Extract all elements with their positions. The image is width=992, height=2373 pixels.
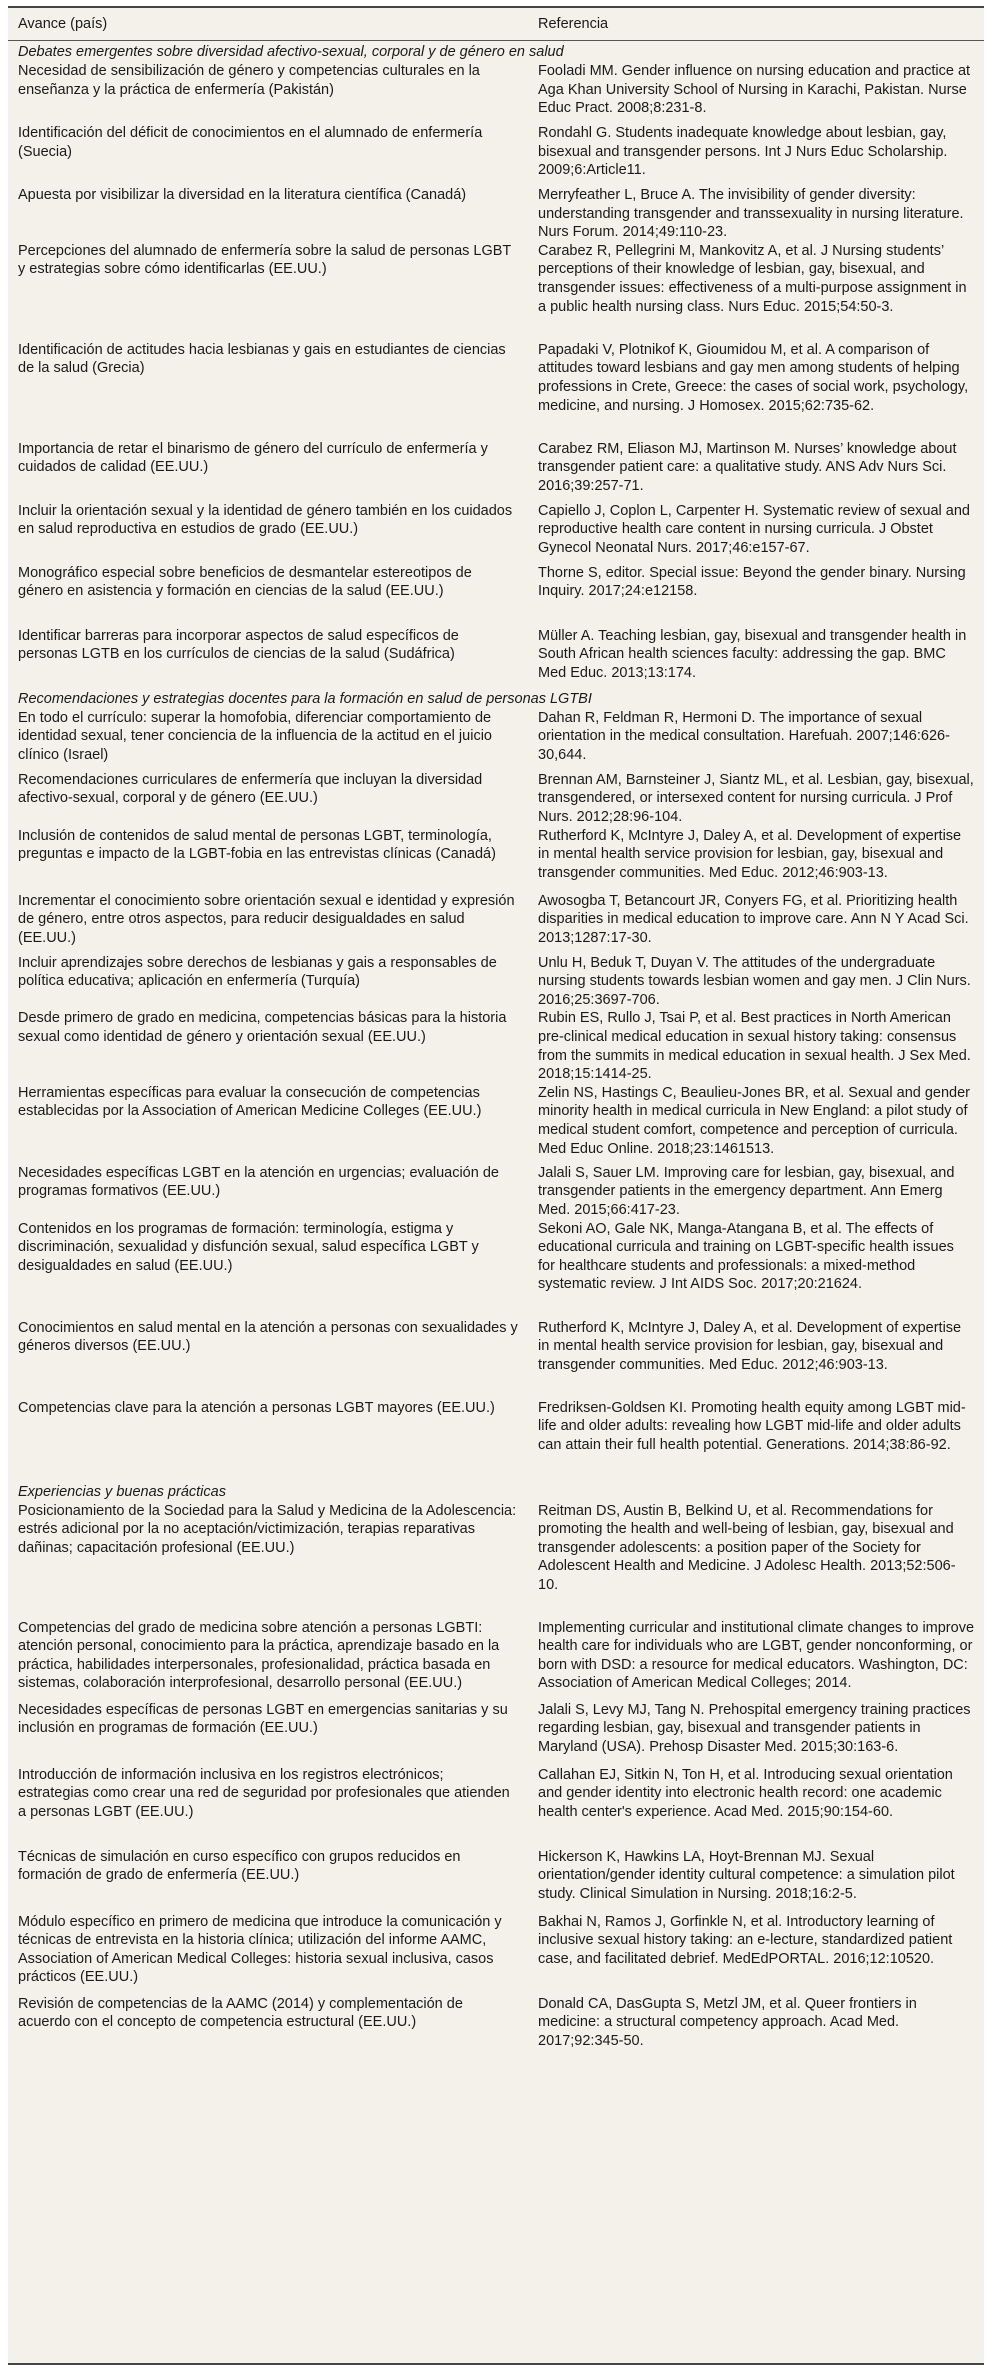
advance-cell: Técnicas de simulación en curso específico con grupos reducidos en formación de grado de enfermería (EE.UU.) — [18, 1848, 461, 1884]
reference-cell: Sekoni AO, Gale NK, Manga-Atangana B, et al. The effects of educational curricula and training on LGBT-specific health issues for healthcare students and professionals: a mixed-method systematic review. J Int AIDS Soc. 2017;20:21624. — [538, 1220, 954, 1293]
reference-cell: Hickerson K, Hawkins LA, Hoyt-Brennan MJ. Sexual orientation/gender identity cultural competence: a simulation pilot study. Clinical Simulation in Nursing. 2018;16:2-5. — [538, 1848, 955, 1902]
table-row — [8, 242, 984, 341]
table-row — [8, 341, 984, 440]
reference-cell: Implementing curricular and institutional climate changes to improve health care for individuals who are LGBT, gender nonconforming, or born with DSD: a resource for medical educators. Washington, DC: Association of American Medical Colleges; 2014. — [538, 1619, 975, 1692]
advance-cell: Necesidad de sensibilización de género y competencias culturales en la enseñanza y la práctica de enfermería (Pakistán) — [18, 63, 480, 98]
table-row — [8, 62, 984, 124]
table-row — [8, 1319, 984, 1399]
reference-table — [8, 8, 984, 2057]
reference-cell: Rondahl G. Students inadequate knowledge about lesbian, gay, bisexual and transgender persons. Int J Nurs Educ Scholarship. 2009;6:Article11. — [538, 125, 948, 179]
reference-cell: Brennan AM, Barnsteiner J, Siantz ML, et al. Lesbian, gay, bisexual, transgendered, or intersexed content for nursing curricula. J Prof Nurs. 2012;28:96-104. — [538, 771, 974, 825]
advance-cell: Incrementar el conocimiento sobre orientación sexual e identidad y expresión de género, entre otros aspectos, para reducir desigualdades en salud (EE.UU.) — [18, 892, 515, 946]
reference-cell: Rubin ES, Rullo J, Tsai P, et al. Best practices in North American pre-clinical medical education in sexual history taking: consensus from the summits in medical education in sexual health. J Sex Med. 2018;15:1414-25. — [538, 1010, 971, 1083]
reference-cell: Unlu H, Beduk T, Duyan V. The attitudes of the undergraduate nursing students towards lesbian women and gay men. J Clin Nurs. 2016;25:3697-706. — [538, 954, 971, 1008]
reference-cell: Carabez RM, Eliason MJ, Martinson M. Nurses’ knowledge about transgender patient care: a qualitative study. ANS Adv Nurs Sci. 2016;39:257-71. — [538, 440, 957, 494]
reference-cell: Papadaki V, Plotnikof K, Gioumidou M, et al. A comparison of attitudes toward lesbians and gay men among students of helping professions in Crete, Greece: the cases of social work, psychology, medicine, and nursing. J Homosex. 2015;62:735-62. — [538, 341, 969, 414]
advance-cell: Introducción de información inclusiva en los registros electrónicos; estrategias como crear una red de seguridad por profesionales que atienden a personas LGBT (EE.UU.) — [18, 1766, 510, 1820]
section-title: Debates emergentes sobre diversidad afectivo-sexual, corporal y de género en salud — [18, 44, 564, 60]
advance-cell: Competencias del grado de medicina sobre atención a personas LGBTI: atención personal, conocimiento para la práctica, aprendizaje basado en la práctica, habilidades interpersonales, profesionalidad, práctica basada en sistemas, colaboración interprofesional, desarrollo personal (EE.UU.) — [18, 1619, 500, 1692]
table-row — [8, 1913, 984, 1995]
advance-cell: Necesidades específicas LGBT en la atención en urgencias; evaluación de programas formativos (EE.UU.) — [18, 1164, 499, 1200]
table-row — [8, 564, 984, 627]
advance-cell: En todo el currículo: superar la homofobia, diferenciar comportamiento de identidad sexual, tener conciencia de la influencia de la actitud en el juicio clínico (Israel) — [18, 709, 492, 763]
advance-cell: Módulo específico en primero de medicina que introduce la comunicación y técnicas de entrevista en la historia clínica; utilización del informe AAMC, Association of American Medical Colleges: historia sexual inclusiva, casos prácticos (EE.UU.) — [18, 1913, 502, 1986]
section-header-row — [8, 41, 984, 63]
reference-cell: Carabez R, Pellegrini M, Mankovitz A, et al. J Nursing students’ perceptions of their knowledge of lesbian, gay, bisexual, and transgender issues: effectiveness of a multi-purpose assignment in a public health nursing class. Nurs Educ. 2015;54:50-3. — [538, 242, 967, 315]
advance-cell: Inclusión de contenidos de salud mental de personas LGBT, terminología, preguntas e impacto de la LGBT-fobia en las entrevistas clínicas (Canadá) — [18, 827, 496, 863]
section-title: Recomendaciones y estrategias docentes para la formación en salud de personas LGTBI — [18, 690, 592, 707]
reference-cell: Jalali S, Sauer LM. Improving care for lesbian, gay, bisexual, and transgender patients in the emergency department. Ann Emerg Med. 2015;66:417-23. — [538, 1164, 955, 1218]
section-header-row — [8, 1481, 984, 1502]
table-row — [8, 709, 984, 771]
table-row — [8, 1701, 984, 1766]
table-row — [8, 440, 984, 502]
reference-cell: Zelin NS, Hastings C, Beaulieu-Jones BR, et al. Sexual and gender minority health in medical curricula in New England: a pilot study of medical student comfort, competence and perception of curricula. Med Educ Online. 2018;23:1461513. — [538, 1084, 971, 1157]
header-reference: Referencia — [528, 8, 984, 41]
reference-cell: Rutherford K, McIntyre J, Daley A, et al. Development of expertise in mental health service provision for lesbian, gay, bisexual and transgender communities. Med Educ. 2012;46:903-13. — [538, 827, 962, 881]
advance-cell: Percepciones del alumnado de enfermería sobre la salud de personas LGBT y estrategias sobre cómo identificarlas (EE.UU.) — [18, 242, 512, 278]
advance-cell: Desde primero de grado en medicina, competencias básicas para la historia sexual como identidad de género y orientación sexual (EE.UU.) — [18, 1010, 507, 1045]
reference-cell: Fooladi MM. Gender influence on nursing education and practice at Aga Khan University School of Nursing in Karachi, Pakistan. Nurse Educ Pract. 2008;8:231-8. — [538, 63, 971, 117]
table-header-row — [8, 8, 984, 41]
advance-cell: Herramientas específicas para evaluar la consecución de competencias establecidas por la Association of American Medicine Colleges (EE.UU.) — [18, 1084, 482, 1120]
table-row — [8, 1220, 984, 1319]
reference-cell: Thorne S, editor. Special issue: Beyond the gender binary. Nursing Inquiry. 2017;24:e12158. — [538, 564, 966, 600]
table-row — [8, 1399, 984, 1481]
table-row — [8, 1619, 984, 1701]
reference-cell: Fredriksen-Goldsen KI. Promoting health equity among LGBT mid-life and older adults: revealing how LGBT mid-life and older adults can attain their full health potential. Generations. 2014;38:86-92. — [538, 1399, 966, 1453]
reference-cell: Callahan EJ, Sitkin N, Ton H, et al. Introducing sexual orientation and gender identity into electronic health record: one academic health center's experience. Acad Med. 2015;90:154-60. — [538, 1766, 953, 1820]
header-advance: Avance (país) — [8, 8, 528, 41]
table-row — [8, 186, 984, 242]
advance-cell: Incluir aprendizajes sobre derechos de lesbianas y gais a responsables de política educativa; aplicación en enfermería (Turquía) — [18, 954, 497, 990]
reference-cell: Dahan R, Feldman R, Hermoni D. The importance of sexual orientation in the medical consultation. Harefuah. 2007;146:626-30,644. — [538, 709, 950, 763]
table-row — [8, 827, 984, 892]
reference-cell: Capiello J, Coplon L, Carpenter H. Systematic review of sexual and reproductive health care content in nursing curricula. J Obstet Gynecol Neonatal Nurs. 2017;46:e157-67. — [538, 502, 970, 556]
section-header-row — [8, 688, 984, 709]
table-row — [8, 627, 984, 688]
advance-cell: Identificación del déficit de conocimientos en el alumnado de enfermería (Suecia) — [18, 125, 483, 160]
reference-cell: Reitman DS, Austin B, Belkind U, et al. Recommendations for promoting the health and well-being of lesbian, gay, bisexual and transgender adolescents: a position paper of the Society for Adolescent Health and Medicine. J Adolesc Health. 2013;52:506-10. — [538, 1502, 956, 1593]
reference-table-container — [8, 6, 984, 2365]
reference-cell: Bakhai N, Ramos J, Gorfinkle N, et al. Introductory learning of inclusive sexual history taking: an e-lecture, standardized patient case, and facilitated debrief. MedEdPORTAL. 2016;12:10520. — [538, 1913, 953, 1967]
advance-cell: Identificación de actitudes hacia lesbianas y gais en estudiantes de ciencias de la salud (Grecia) — [18, 341, 506, 377]
table-row — [8, 1848, 984, 1913]
advance-cell: Monográfico especial sobre beneficios de desmantelar estereotipos de género en asistencia y formación en ciencias de la salud (EE.UU.) — [18, 564, 472, 600]
reference-cell: Müller A. Teaching lesbian, gay, bisexual and transgender health in South African health sciences faculty: addressing the gap. BMC Med Educ. 2013;13:174. — [538, 627, 967, 681]
reference-cell: Rutherford K, McIntyre J, Daley A, et al. Development of expertise in mental health service provision for lesbian, gay, bisexual and transgender communities. Med Educ. 2012;46:903-13. — [538, 1319, 962, 1373]
advance-cell: Apuesta por visibilizar la diversidad en la literatura científica (Canadá) — [18, 187, 467, 203]
table-row — [8, 502, 984, 564]
advance-cell: Importancia de retar el binarismo de género del currículo de enfermería y cuidados de calidad (EE.UU.) — [18, 440, 488, 476]
table-row — [8, 1766, 984, 1848]
table-row — [8, 954, 984, 1010]
advance-cell: Incluir la orientación sexual y la identidad de género también en los cuidados en salud reproductiva en estudios de grado (EE.UU.) — [18, 502, 513, 538]
table-row — [8, 892, 984, 954]
reference-cell: Donald CA, DasGupta S, Metzl JM, et al. Queer frontiers in medicine: a structural competency approach. Acad Med. 2017;92:345-50. — [538, 1995, 917, 2049]
advance-cell: Posicionamiento de la Sociedad para la Salud y Medicina de la Adolescencia: estrés adicional por la no aceptación/victimización, terapias reparativas dañinas; capacitación profesional (EE.UU.) — [18, 1502, 517, 1556]
reference-cell: Merryfeather L, Bruce A. The invisibility of gender diversity: understanding transgender and transsexuality in nursing literature. Nurs Forum. 2014;49:110-23. — [538, 187, 964, 241]
table-body — [8, 41, 984, 2057]
table-row — [8, 1009, 984, 1083]
advance-cell: Revisión de competencias de la AAMC (2014) y complementación de acuerdo con el concepto de competencia estructural (EE.UU.) — [18, 1995, 463, 2031]
table-row — [8, 1164, 984, 1220]
table-row — [8, 1502, 984, 1619]
table-row — [8, 1084, 984, 1164]
advance-cell: Identificar barreras para incorporar aspectos de salud específicos de personas LGTB en los currículos de ciencias de la salud (Sudáfrica) — [18, 627, 459, 663]
advance-cell: Contenidos en los programas de formación: terminología, estigma y discriminación, sexualidad y disfunción sexual, salud específica LGBT y desigualdades en salud (EE.UU.) — [18, 1220, 479, 1274]
section-title: Experiencias y buenas prácticas — [18, 1483, 226, 1500]
advance-cell: Competencias clave para la atención a personas LGBT mayores (EE.UU.) — [18, 1399, 495, 1416]
advance-cell: Necesidades específicas de personas LGBT en emergencias sanitarias y su inclusión en programas de formación (EE.UU.) — [18, 1701, 508, 1737]
reference-cell: Awosogba T, Betancourt JR, Conyers FG, et al. Prioritizing health disparities in medical education to improve care. Ann N Y Acad Sci. 2013;1287:17-30. — [538, 892, 969, 946]
table-row — [8, 771, 984, 827]
advance-cell: Conocimientos en salud mental en la atención a personas con sexualidades y géneros diversos (EE.UU.) — [18, 1319, 518, 1355]
reference-cell: Jalali S, Levy MJ, Tang N. Prehospital emergency training practices regarding lesbian, gay, bisexual and transgender patients in Maryland (USA). Prehosp Disaster Med. 2015;30:163-6. — [538, 1701, 971, 1755]
advance-cell: Recomendaciones curriculares de enfermería que incluyan la diversidad afectivo-sexual, corporal y de género (EE.UU.) — [18, 771, 483, 807]
table-row — [8, 1995, 984, 2057]
table-row — [8, 124, 984, 186]
